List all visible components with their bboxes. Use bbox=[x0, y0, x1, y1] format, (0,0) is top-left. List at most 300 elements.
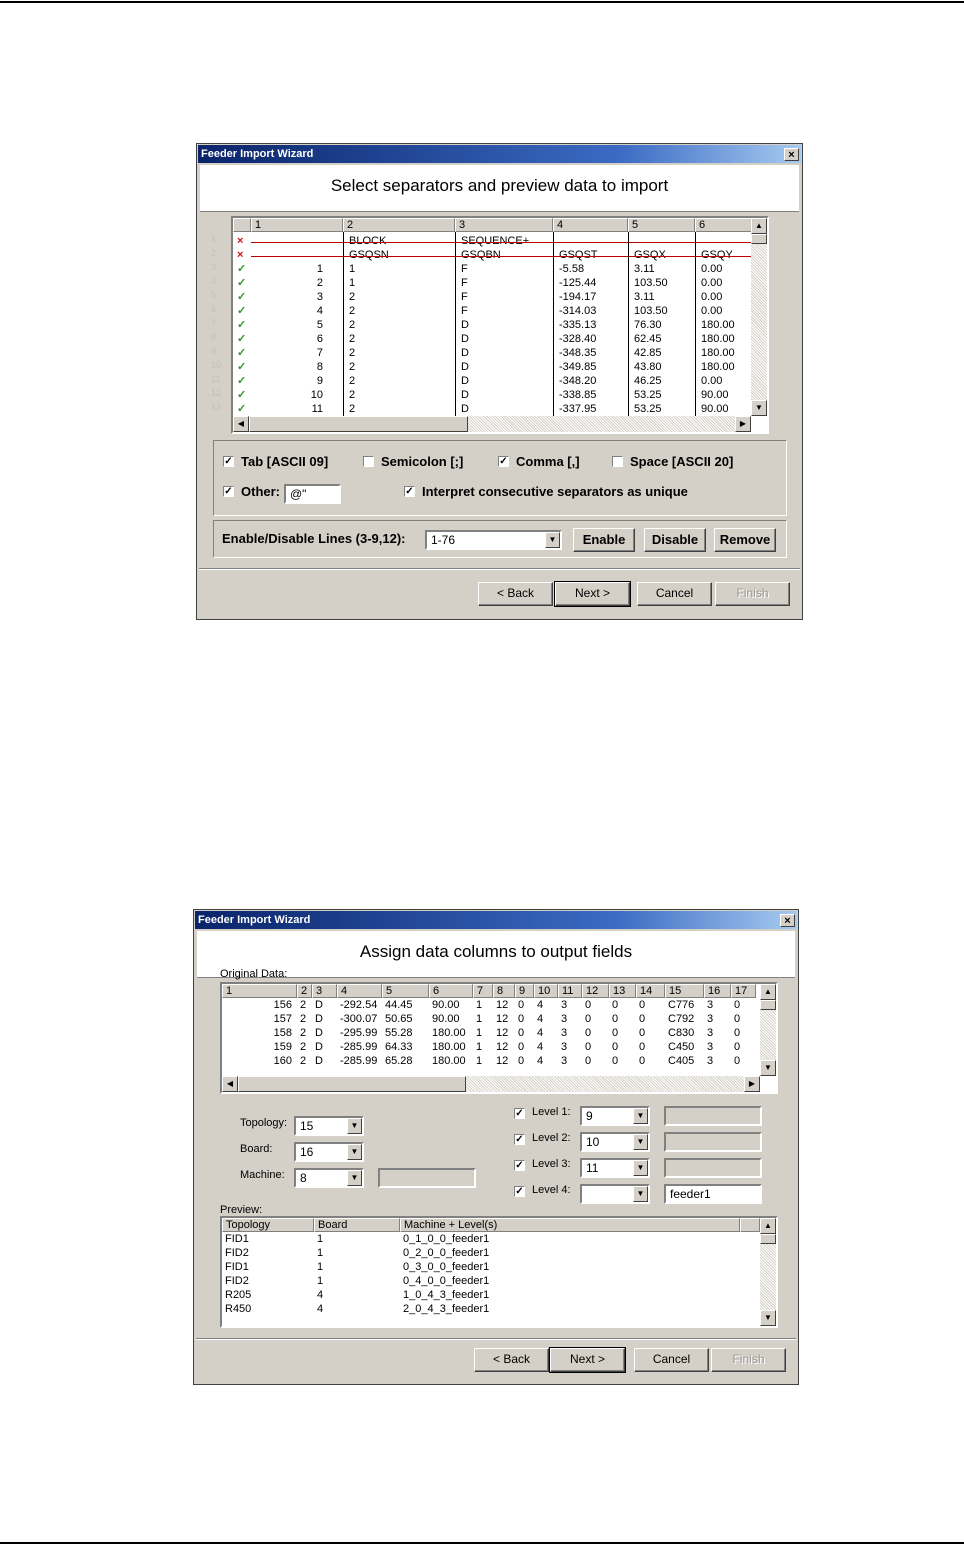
tab-separator-label: Tab [ASCII 09] bbox=[241, 454, 329, 469]
table-cell: 12 bbox=[496, 999, 509, 1011]
cross-icon[interactable]: × bbox=[237, 235, 244, 247]
page-top-rule bbox=[0, 1, 964, 3]
check-icon[interactable]: ✓ bbox=[237, 389, 247, 401]
machine-combo[interactable] bbox=[294, 1168, 364, 1188]
cancel-button[interactable]: Cancel bbox=[637, 582, 712, 606]
horizontal-scroll-thumb[interactable] bbox=[249, 416, 468, 432]
table-cell: 0 bbox=[612, 1027, 619, 1039]
column-header[interactable]: 4 bbox=[553, 218, 628, 232]
disable-button[interactable]: Disable bbox=[644, 528, 706, 552]
table-cell: 2 bbox=[300, 1013, 307, 1025]
footer-separator bbox=[199, 568, 800, 570]
table-cell: 62.45 bbox=[634, 333, 662, 345]
arrow-down-icon[interactable]: ▼ bbox=[760, 1060, 776, 1076]
table-cell: -338.85 bbox=[559, 389, 597, 401]
table-cell: -125.44 bbox=[559, 277, 597, 289]
column-header[interactable]: 6 bbox=[429, 984, 473, 998]
column-divider bbox=[695, 232, 696, 416]
preview-cell: R205 bbox=[225, 1289, 252, 1301]
table-cell: 0 bbox=[639, 1041, 646, 1053]
table-cell: D bbox=[315, 1027, 323, 1039]
table-cell: 180.00 bbox=[701, 361, 735, 373]
table-cell: -295.99 bbox=[340, 1027, 378, 1039]
table-cell: 50.65 bbox=[385, 1013, 413, 1025]
arrow-left-icon[interactable]: ◀ bbox=[222, 1076, 238, 1092]
table-cell: 1 bbox=[476, 1013, 483, 1025]
preview-cell: 1 bbox=[317, 1247, 324, 1259]
table-cell: 1 bbox=[316, 263, 323, 275]
table-cell: -285.99 bbox=[340, 1041, 378, 1053]
table-cell: 42.85 bbox=[634, 347, 662, 359]
table-cell: GSQY bbox=[701, 249, 733, 261]
level-value: 9 bbox=[586, 1109, 593, 1123]
table-cell: 1 bbox=[349, 277, 356, 289]
table-cell: 4 bbox=[537, 1013, 544, 1025]
table-cell: D bbox=[461, 375, 469, 387]
board-combo[interactable] bbox=[294, 1142, 364, 1162]
topology-label: Topology: bbox=[240, 1117, 288, 1129]
table-cell: 4 bbox=[316, 305, 323, 317]
table-cell: -337.95 bbox=[559, 403, 597, 415]
level-checkbox[interactable]: ✓ bbox=[515, 1186, 524, 1197]
next-button[interactable]: Next > bbox=[550, 1348, 625, 1372]
table-cell: 0 bbox=[585, 999, 592, 1011]
grid-corner-header bbox=[233, 218, 251, 232]
check-icon[interactable]: ✓ bbox=[237, 319, 247, 331]
table-cell: -348.35 bbox=[559, 347, 597, 359]
column-header[interactable]: 6 bbox=[695, 218, 755, 232]
step-heading: Select separators and preview data to import bbox=[200, 165, 799, 212]
column-header[interactable]: 7 bbox=[473, 984, 493, 998]
table-cell: GSQX bbox=[634, 249, 666, 261]
table-cell: 0 bbox=[734, 999, 741, 1011]
preview-cell: 4 bbox=[317, 1289, 324, 1301]
cancel-button[interactable]: Cancel bbox=[634, 1348, 709, 1372]
table-cell: 65.28 bbox=[385, 1055, 413, 1067]
arrow-up-icon[interactable]: ▲ bbox=[760, 1218, 776, 1234]
table-cell: D bbox=[461, 319, 469, 331]
table-cell: 2 bbox=[349, 291, 356, 303]
table-cell: 8 bbox=[316, 361, 323, 373]
table-cell: 44.45 bbox=[385, 999, 413, 1011]
vertical-scroll-thumb[interactable] bbox=[751, 234, 767, 244]
table-cell: 3 bbox=[707, 1041, 714, 1053]
level-text-field bbox=[664, 1132, 762, 1152]
separators-group bbox=[213, 440, 787, 516]
table-cell: F bbox=[461, 277, 468, 289]
level-combo[interactable] bbox=[580, 1158, 650, 1178]
table-cell: 159 bbox=[273, 1041, 292, 1053]
column-header[interactable]: 3 bbox=[455, 218, 553, 232]
cross-icon[interactable]: × bbox=[237, 249, 244, 261]
enable-button[interactable]: Enable bbox=[573, 528, 635, 552]
preview-list[interactable] bbox=[220, 1216, 778, 1328]
arrow-up-icon[interactable]: ▲ bbox=[760, 984, 776, 1000]
table-cell: 2 bbox=[349, 389, 356, 401]
check-icon[interactable]: ✓ bbox=[237, 333, 247, 345]
table-cell: 0 bbox=[612, 1013, 619, 1025]
table-cell: -328.40 bbox=[559, 333, 597, 345]
table-cell: 0.00 bbox=[701, 305, 723, 317]
table-cell: 3 bbox=[561, 1027, 568, 1039]
chevron-down-icon[interactable]: ▼ bbox=[633, 1160, 648, 1176]
back-button[interactable]: < Back bbox=[474, 1348, 549, 1372]
preview-column-header[interactable]: Topology bbox=[222, 1218, 314, 1232]
table-cell: 12 bbox=[496, 1055, 509, 1067]
row-number: 9 bbox=[211, 346, 217, 356]
row-number: 2 bbox=[211, 248, 217, 258]
table-cell: 12 bbox=[496, 1027, 509, 1039]
arrow-down-icon[interactable]: ▼ bbox=[760, 1310, 776, 1326]
table-cell: 103.50 bbox=[634, 305, 668, 317]
table-cell: 156 bbox=[273, 999, 292, 1011]
table-cell: -349.85 bbox=[559, 361, 597, 373]
table-cell: 2 bbox=[349, 361, 356, 373]
semicolon-separator-checkbox[interactable] bbox=[363, 456, 374, 467]
topology-combo[interactable] bbox=[294, 1116, 364, 1136]
arrow-up-icon[interactable]: ▲ bbox=[751, 218, 767, 234]
table-cell: C792 bbox=[668, 1013, 695, 1025]
level-text-field bbox=[664, 1106, 762, 1126]
table-cell: 90.00 bbox=[432, 999, 460, 1011]
table-cell: 2 bbox=[349, 333, 356, 345]
table-cell: 1 bbox=[476, 1055, 483, 1067]
level-text-field[interactable]: feeder1 bbox=[664, 1184, 762, 1204]
table-cell: -348.20 bbox=[559, 375, 597, 387]
table-cell: 9 bbox=[316, 375, 323, 387]
table-cell: C405 bbox=[668, 1055, 695, 1067]
table-cell: SEQUENCE+ bbox=[461, 235, 530, 247]
table-cell: 4 bbox=[537, 1027, 544, 1039]
table-cell: 0 bbox=[585, 1041, 592, 1053]
preview-label: Preview: bbox=[220, 1204, 263, 1216]
table-cell: 3 bbox=[561, 1055, 568, 1067]
disabled-line-strike bbox=[251, 256, 751, 257]
feeder-import-wizard-step-separators bbox=[196, 143, 803, 620]
table-cell: D bbox=[461, 361, 469, 373]
column-header[interactable]: 5 bbox=[382, 984, 429, 998]
remove-button[interactable]: Remove bbox=[714, 528, 776, 552]
preview-cell: 1 bbox=[317, 1261, 324, 1273]
finish-button: Finish bbox=[711, 1348, 786, 1372]
chevron-down-icon[interactable]: ▼ bbox=[633, 1108, 648, 1124]
column-divider bbox=[455, 232, 456, 416]
chevron-down-icon[interactable]: ▼ bbox=[347, 1144, 362, 1160]
column-header[interactable]: 12 bbox=[582, 984, 609, 998]
check-icon[interactable]: ✓ bbox=[237, 291, 247, 303]
preview-cell: FID2 bbox=[225, 1247, 249, 1259]
table-cell: 0 bbox=[518, 1055, 525, 1067]
arrow-left-icon[interactable]: ◀ bbox=[233, 416, 249, 432]
table-cell: 0 bbox=[612, 999, 619, 1011]
table-cell: -335.13 bbox=[559, 319, 597, 331]
table-cell: 2 bbox=[300, 999, 307, 1011]
chevron-down-icon[interactable]: ▼ bbox=[347, 1170, 362, 1186]
column-header[interactable]: 3 bbox=[312, 984, 337, 998]
table-cell: 2 bbox=[349, 403, 356, 415]
machine-extra-field bbox=[378, 1168, 476, 1188]
other-separator-label: Other: bbox=[241, 484, 280, 499]
table-cell: 0 bbox=[639, 999, 646, 1011]
table-cell: 53.25 bbox=[634, 403, 662, 415]
column-header[interactable]: 2 bbox=[297, 984, 312, 998]
preview-cell: FID1 bbox=[225, 1233, 249, 1245]
close-icon[interactable]: × bbox=[780, 914, 795, 927]
space-separator-label: Space [ASCII 20] bbox=[630, 454, 734, 469]
table-cell: 3 bbox=[316, 291, 323, 303]
table-cell: 12 bbox=[496, 1013, 509, 1025]
table-cell: 0 bbox=[639, 1055, 646, 1067]
table-cell: 3 bbox=[561, 999, 568, 1011]
table-cell: 0.00 bbox=[701, 277, 723, 289]
preview-cell: 4 bbox=[317, 1303, 324, 1315]
table-cell: 2 bbox=[349, 347, 356, 359]
table-cell: 0 bbox=[734, 1027, 741, 1039]
table-cell: 0.00 bbox=[701, 263, 723, 275]
table-cell: 43.80 bbox=[634, 361, 662, 373]
preview-cell: R450 bbox=[225, 1303, 252, 1315]
table-cell: 11 bbox=[311, 403, 323, 415]
table-cell: -194.17 bbox=[559, 291, 597, 303]
preview-cell: 0_2_0_0_feeder1 bbox=[403, 1247, 490, 1259]
column-header[interactable]: 9 bbox=[515, 984, 534, 998]
column-header[interactable]: 15 bbox=[665, 984, 704, 998]
level-text-field bbox=[664, 1158, 762, 1178]
consecutive-separators-checkbox[interactable]: ✓ bbox=[405, 486, 414, 497]
column-header[interactable]: 5 bbox=[628, 218, 695, 232]
table-cell: 2 bbox=[316, 277, 323, 289]
check-icon[interactable]: ✓ bbox=[237, 305, 247, 317]
other-separator-checkbox[interactable]: ✓ bbox=[224, 486, 233, 497]
chevron-down-icon[interactable]: ▼ bbox=[633, 1186, 648, 1202]
column-divider bbox=[628, 232, 629, 416]
vertical-scrollbar[interactable] bbox=[751, 218, 767, 416]
table-cell: 0 bbox=[734, 1055, 741, 1067]
close-icon[interactable]: × bbox=[784, 148, 799, 161]
vertical-scroll-thumb[interactable] bbox=[760, 1000, 776, 1010]
table-cell: 0 bbox=[734, 1013, 741, 1025]
lines-range-value: 1-76 bbox=[431, 533, 456, 547]
column-header[interactable]: 1 bbox=[222, 984, 297, 998]
table-cell: -5.58 bbox=[559, 263, 585, 275]
chevron-down-icon[interactable]: ▼ bbox=[347, 1118, 362, 1134]
arrow-right-icon[interactable]: ▶ bbox=[744, 1076, 760, 1092]
level-value: 11 bbox=[586, 1161, 599, 1175]
level-combo[interactable] bbox=[580, 1106, 650, 1126]
comma-separator-label: Comma [,] bbox=[516, 454, 580, 469]
column-header[interactable]: 14 bbox=[636, 984, 665, 998]
table-cell: 3 bbox=[707, 1055, 714, 1067]
table-cell: 0 bbox=[518, 1041, 525, 1053]
column-header[interactable]: 8 bbox=[493, 984, 515, 998]
preview-cell: 0_3_0_0_feeder1 bbox=[403, 1261, 490, 1273]
table-cell: 180.00 bbox=[701, 347, 735, 359]
machine-value: 8 bbox=[300, 1171, 307, 1185]
table-cell: 180.00 bbox=[701, 333, 735, 345]
chevron-down-icon[interactable]: ▼ bbox=[633, 1134, 648, 1150]
table-cell: 3 bbox=[561, 1041, 568, 1053]
row-number: 12 bbox=[211, 388, 222, 398]
table-cell: F bbox=[461, 291, 468, 303]
check-icon[interactable]: ✓ bbox=[237, 277, 247, 289]
table-cell: 4 bbox=[537, 1041, 544, 1053]
vertical-scroll-thumb[interactable] bbox=[760, 1234, 776, 1244]
column-header[interactable]: 10 bbox=[534, 984, 558, 998]
row-number: 5 bbox=[211, 290, 217, 300]
column-header[interactable]: 16 bbox=[704, 984, 731, 998]
table-cell: 0 bbox=[518, 1013, 525, 1025]
preview-column-header[interactable]: Machine + Level(s) bbox=[400, 1218, 740, 1232]
preview-cell: 1_0_4_3_feeder1 bbox=[403, 1289, 490, 1301]
table-cell: 180.00 bbox=[432, 1041, 466, 1053]
disabled-line-strike bbox=[251, 242, 751, 243]
step-heading: Assign data columns to output fields bbox=[197, 931, 795, 978]
level-combo[interactable] bbox=[580, 1184, 650, 1204]
preview-column-header[interactable]: Board bbox=[314, 1218, 400, 1232]
table-cell: GSQSN bbox=[349, 249, 389, 261]
table-cell: 3.11 bbox=[634, 263, 655, 275]
data-preview-grid[interactable] bbox=[231, 216, 769, 434]
lines-range-combo[interactable] bbox=[425, 530, 562, 550]
table-cell: D bbox=[315, 1055, 323, 1067]
table-cell: 90.00 bbox=[701, 403, 729, 415]
level-label: Level 1: bbox=[532, 1106, 571, 1118]
arrow-right-icon[interactable]: ▶ bbox=[735, 416, 751, 432]
chevron-down-icon[interactable]: ▼ bbox=[545, 532, 560, 548]
table-cell: GSQST bbox=[559, 249, 598, 261]
enable-disable-lines-label: Enable/Disable Lines (3-9,12): bbox=[222, 531, 406, 546]
row-number: 8 bbox=[211, 332, 217, 342]
table-cell: 2 bbox=[349, 375, 356, 387]
table-cell: 2 bbox=[300, 1027, 307, 1039]
table-cell: 180.00 bbox=[701, 319, 735, 331]
table-cell: GSQBN bbox=[461, 249, 501, 261]
column-header[interactable]: 13 bbox=[609, 984, 636, 998]
table-cell: 0 bbox=[612, 1055, 619, 1067]
level-combo[interactable] bbox=[580, 1132, 650, 1152]
table-cell: 1 bbox=[349, 263, 356, 275]
table-cell: 76.30 bbox=[634, 319, 662, 331]
table-cell: 158 bbox=[273, 1027, 292, 1039]
table-cell: C830 bbox=[668, 1027, 695, 1039]
column-header[interactable]: 2 bbox=[343, 218, 455, 232]
table-cell: 6 bbox=[316, 333, 323, 345]
table-cell: D bbox=[461, 403, 469, 415]
row-number: 13 bbox=[211, 402, 222, 412]
level-checkbox[interactable]: ✓ bbox=[515, 1134, 524, 1145]
preview-header-filler bbox=[740, 1218, 760, 1232]
preview-cell: 0_1_0_0_feeder1 bbox=[403, 1233, 490, 1245]
consecutive-separators-label: Interpret consecutive separators as unique bbox=[422, 484, 688, 499]
level-label: Level 4: bbox=[532, 1184, 571, 1196]
topology-value: 15 bbox=[300, 1119, 314, 1133]
check-icon[interactable]: ✓ bbox=[237, 263, 247, 275]
table-cell: 160 bbox=[273, 1055, 292, 1067]
table-cell: 180.00 bbox=[432, 1055, 466, 1067]
table-cell: C450 bbox=[668, 1041, 695, 1053]
table-cell: 10 bbox=[310, 389, 323, 401]
row-number: 1 bbox=[211, 234, 217, 244]
back-button[interactable]: < Back bbox=[478, 582, 553, 606]
table-cell: -300.07 bbox=[340, 1013, 378, 1025]
row-number: 7 bbox=[211, 318, 217, 328]
preview-cell: 1 bbox=[317, 1275, 324, 1287]
column-divider bbox=[553, 232, 554, 416]
table-cell: 4 bbox=[537, 1055, 544, 1067]
table-cell: F bbox=[461, 263, 468, 275]
table-cell: 5 bbox=[316, 319, 323, 331]
row-number: 4 bbox=[211, 276, 217, 286]
table-cell: F bbox=[461, 305, 468, 317]
table-cell: D bbox=[315, 1041, 323, 1053]
check-icon[interactable]: ✓ bbox=[237, 403, 247, 415]
check-icon[interactable]: ✓ bbox=[237, 375, 247, 387]
table-cell: 0 bbox=[585, 1013, 592, 1025]
table-cell: 46.25 bbox=[634, 375, 662, 387]
column-header[interactable]: 17 bbox=[731, 984, 756, 998]
table-cell: 4 bbox=[537, 999, 544, 1011]
table-cell: -292.54 bbox=[340, 999, 378, 1011]
row-number: 11 bbox=[211, 374, 221, 384]
table-cell: 3 bbox=[707, 1027, 714, 1039]
other-separator-input[interactable]: @" bbox=[284, 484, 341, 504]
table-cell: 2 bbox=[349, 319, 356, 331]
column-header[interactable]: 11 bbox=[558, 984, 582, 998]
table-cell: C776 bbox=[668, 999, 695, 1011]
board-label: Board: bbox=[240, 1143, 273, 1155]
table-cell: 1 bbox=[476, 1027, 483, 1039]
preview-cell: 0_4_0_0_feeder1 bbox=[403, 1275, 490, 1287]
table-cell: 3 bbox=[707, 999, 714, 1011]
original-data-grid[interactable] bbox=[220, 982, 778, 1094]
table-cell: 157 bbox=[273, 1013, 292, 1025]
table-cell: D bbox=[461, 333, 469, 345]
horizontal-scroll-thumb[interactable] bbox=[238, 1076, 466, 1092]
table-cell: 90.00 bbox=[701, 389, 729, 401]
table-cell: 53.25 bbox=[634, 389, 662, 401]
row-number: 6 bbox=[211, 304, 217, 314]
level-label: Level 3: bbox=[532, 1158, 571, 1170]
tab-separator-checkbox[interactable]: ✓ bbox=[224, 456, 233, 467]
check-icon[interactable]: ✓ bbox=[237, 347, 247, 359]
arrow-down-icon[interactable]: ▼ bbox=[751, 400, 767, 416]
column-header[interactable]: 1 bbox=[251, 218, 343, 232]
window-title: Feeder Import Wizard bbox=[198, 145, 801, 163]
table-cell: 2 bbox=[349, 305, 356, 317]
table-cell: 0 bbox=[612, 1041, 619, 1053]
preview-cell: 2_0_4_3_feeder1 bbox=[403, 1303, 490, 1315]
table-cell: 0 bbox=[585, 1055, 592, 1067]
column-header[interactable]: 4 bbox=[337, 984, 382, 998]
comma-separator-checkbox[interactable]: ✓ bbox=[499, 456, 508, 467]
level-checkbox[interactable]: ✓ bbox=[515, 1108, 524, 1119]
table-cell: -285.99 bbox=[340, 1055, 378, 1067]
table-cell: 1 bbox=[476, 999, 483, 1011]
preview-cell: FID2 bbox=[225, 1275, 249, 1287]
level-checkbox[interactable]: ✓ bbox=[515, 1160, 524, 1171]
space-separator-checkbox[interactable] bbox=[612, 456, 623, 467]
next-button[interactable]: Next > bbox=[555, 582, 630, 606]
table-cell: D bbox=[315, 999, 323, 1011]
table-cell: 0.00 bbox=[701, 291, 723, 303]
table-cell: 64.33 bbox=[385, 1041, 413, 1053]
window-title: Feeder Import Wizard bbox=[195, 911, 797, 929]
table-cell: 103.50 bbox=[634, 277, 668, 289]
table-cell: 55.28 bbox=[385, 1027, 413, 1039]
footer-separator bbox=[196, 1338, 796, 1340]
table-cell: 0 bbox=[639, 1013, 646, 1025]
check-icon[interactable]: ✓ bbox=[237, 361, 247, 373]
